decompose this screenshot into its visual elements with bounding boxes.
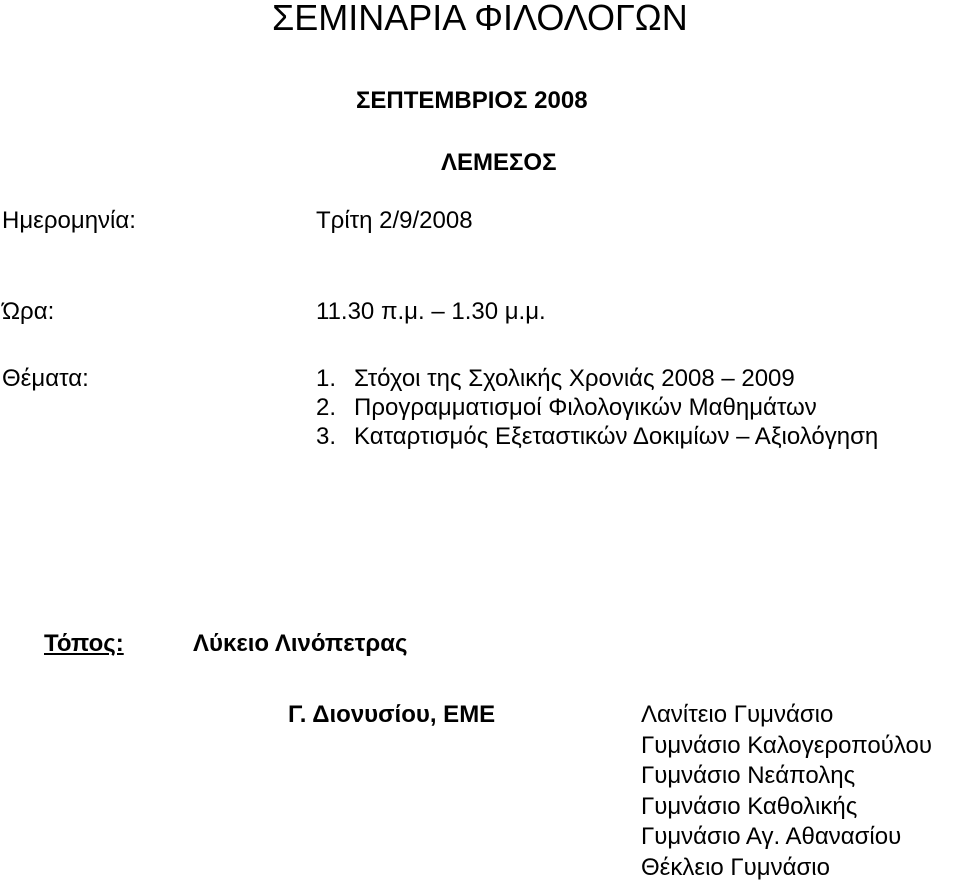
- school-item: Λανίτειο Γυμνάσιο: [641, 700, 932, 731]
- school-item: Θέκλειο Γυμνάσιο: [641, 853, 932, 883]
- topic-text: Στόχοι της Σχολικής Χρονιάς 2008 – 2009: [354, 365, 795, 392]
- school-item: Γυμνάσιο Αγ. Αθανασίου: [641, 822, 932, 853]
- topic-number: 3.: [316, 422, 354, 451]
- topic-text: Προγραμματισμοί Φιλολογικών Μαθημάτων: [354, 394, 817, 421]
- venue-label: Τόπος:: [44, 632, 124, 656]
- topic-item: [316, 364, 878, 393]
- topics-list: [316, 364, 878, 451]
- topics-label: Θέματα:: [2, 364, 89, 393]
- seminar-month: ΣΕΠΤΕΜΒΡΙΟΣ 2008: [356, 89, 588, 113]
- seminar-city: ΛΕΜΕΣΟΣ: [441, 151, 557, 175]
- school-item: Γυμνάσιο Νεάπολης: [641, 761, 932, 792]
- school-item: Γυμνάσιο Καθολικής: [641, 792, 932, 823]
- document-title: ΣΕΜΙΝΑΡΙΑ ΦΙΛΟΛΟΓΩΝ: [272, 0, 688, 36]
- topic-number: 2.: [316, 393, 354, 422]
- topic-item: [316, 422, 878, 451]
- coordinator-name: Γ. Διονυσίου, ΕΜΕ: [288, 703, 495, 727]
- venue-value: Λύκειο Λινόπετρας: [193, 632, 407, 656]
- topic-item: [316, 393, 878, 422]
- school-item: Γυμνάσιο Καλογεροπούλου: [641, 731, 932, 762]
- date-value: Τρίτη 2/9/2008: [316, 209, 473, 233]
- schools-list: [641, 700, 932, 883]
- time-value: 11.30 π.μ. – 1.30 μ.μ.: [316, 300, 546, 324]
- time-label: Ώρα:: [2, 300, 54, 324]
- date-label: Ημερομηνία:: [2, 209, 136, 233]
- topic-text: Καταρτισμός Εξεταστικών Δοκιμίων – Αξιολόγηση: [354, 423, 878, 450]
- topic-number: 1.: [316, 364, 354, 393]
